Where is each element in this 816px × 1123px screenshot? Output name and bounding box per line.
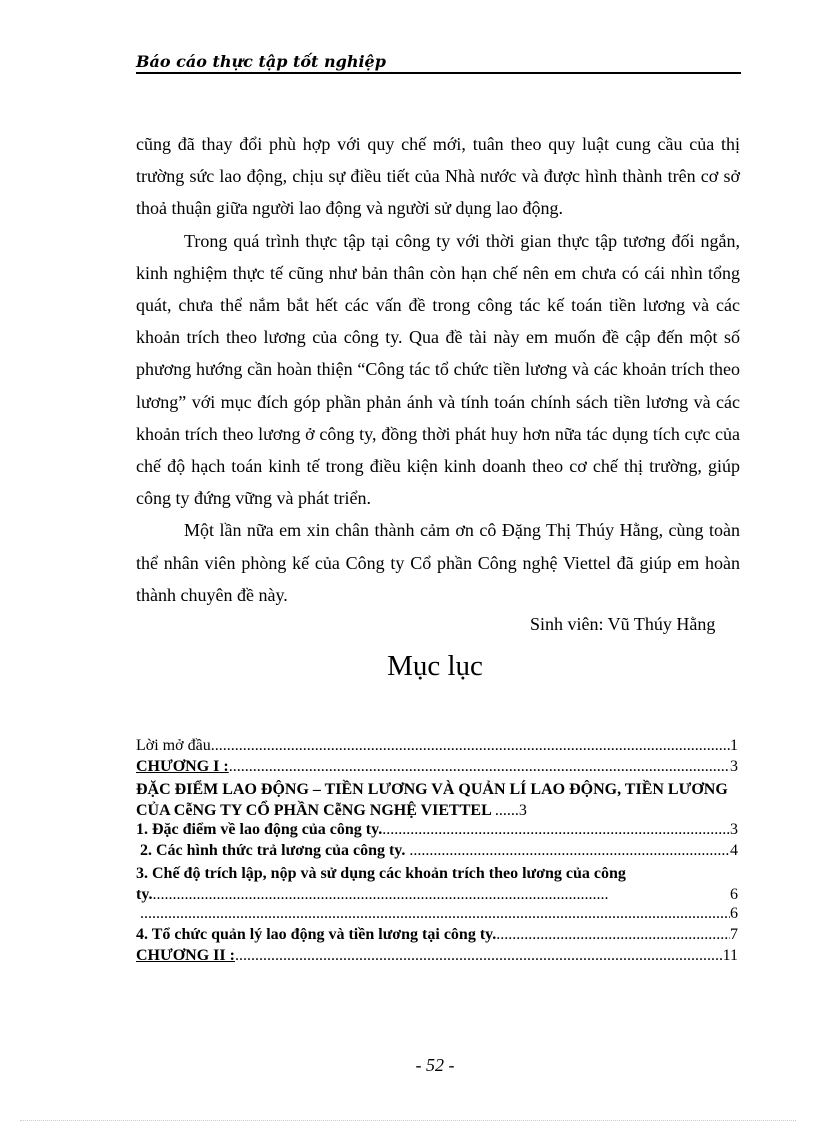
toc-title: Mục lục xyxy=(387,650,483,682)
paragraph-continuation: cũng đã thay đổi phù hợp với quy chế mới, tuân theo quy luật cung cầu của thị trường sức lao động, chịu sự điều tiết của Nhà nước và được hình thành trên cơ sở thoả thuận giữa người lao động và người sử dụng lao động. xyxy=(136,134,740,219)
paragraph-internship: Trong quá trình thực tập tại công ty với thời gian thực tập tương đối ngắn, kinh nghiệm thực tế cũng như bản thân còn hạn chế nên em chưa có cái nhìn tổng quát, chưa thể nắm bắt hết các vấn đề trong công tác kế toán tiền lương và các khoản trích theo lương của công ty. Qua đề tài này em muốn đề cập đến một số phương hướng cần hoàn thiện “Công tác tổ chức tiền lương và các khoản trích theo lương” với mục đích góp phần phản ánh và tính toán chính sách tiền lương và các khoản trích theo lương ở công ty, đồng thời phát huy hơn nữa tác dụng tích cực của chế độ hạch toán kinh tế trong điều kiện kinh doanh theo cơ chế thị trường, giúp công ty đứng vững và phát triển. xyxy=(136,230,740,509)
paragraph-thanks: Một lần nữa em xin chân thành cảm ơn cô Đặng Thị Thúy Hằng, cùng toàn thể nhân viên phòng kế của Công ty Cổ phần Công nghệ Viettel đã giúp em hoàn thành chuyên đề này. xyxy=(136,520,740,605)
toc-entry-blank[interactable]: ..... 6 xyxy=(136,905,738,926)
toc-entry-chapter-2[interactable]: CHƯƠNG II : ..... 11 xyxy=(136,947,738,968)
toc-entry-intro[interactable]: Lời mở đầu ..... 1 xyxy=(136,737,738,758)
toc-entry-section-2[interactable]: 2. Các hình thức trả lương của công ty. ..... 4 xyxy=(136,842,738,863)
toc-entry-section-4[interactable]: 4. Tổ chức quản lý lao động và tiền lương tại công ty. ..... 7 xyxy=(136,926,738,947)
header-title: Báo cáo thực tập tốt nghiệp xyxy=(136,52,386,71)
page-number: - 52 - xyxy=(415,1055,455,1075)
page-header xyxy=(136,50,741,74)
toc-entry-section-1[interactable]: 1. Đặc điểm về lao động của công ty. ..... 3 xyxy=(136,821,738,842)
page-bottom-divider xyxy=(20,1120,796,1121)
toc-entry-section-3[interactable]: 3. Chế độ trích lập, nộp và sử dụng các khoản trích theo lương của công ty................................................................................................................... 6 xyxy=(136,865,738,903)
student-signature: Sinh viên: Vũ Thúy Hằng xyxy=(530,614,716,634)
toc-entry-chapter-1-title[interactable]: ĐẶC ĐIỂM LAO ĐỘNG – TIỀN LƯƠNG VÀ QUẢN LÍ LAO ĐỘNG, TIỀN LƯƠNG CỦA CễNG TY CỔ PHẦN CễNG NGHỆ VIETTEL ......3 xyxy=(136,781,728,819)
toc-entry-chapter-1[interactable]: CHƯƠNG I : ..... 3 xyxy=(136,758,738,779)
body-text xyxy=(136,128,740,611)
table-of-contents xyxy=(136,737,738,968)
